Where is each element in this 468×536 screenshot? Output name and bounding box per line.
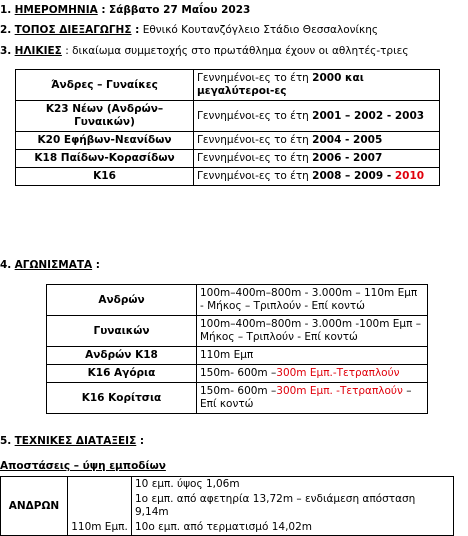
section-events bbox=[0, 259, 100, 272]
age-years: Γεννημένοι-ες το έτη 2001 – 2002 - 2003 bbox=[194, 101, 440, 132]
table-row bbox=[47, 285, 428, 316]
table-row bbox=[16, 132, 440, 150]
age-category: Άνδρες – Γυναίκες bbox=[16, 70, 194, 101]
section-label: ΤΕΧΝΙΚΕΣ ΔΙΑΤΑΞΕΙΣ bbox=[14, 435, 137, 447]
label-separator: : bbox=[97, 4, 106, 16]
label-separator: : bbox=[136, 435, 145, 447]
table-row bbox=[16, 150, 440, 168]
table-row bbox=[47, 365, 428, 383]
ages-value: δικαίωμα συμμετοχής στο πρωτάθλημα έχουν οι αθλητές-τριες bbox=[72, 45, 409, 57]
hurdles-line: 1ο εμπ. από αφετηρία 13,72m – ενδιάμεση απόσταση 9,14m bbox=[132, 492, 454, 520]
event-category: Ανδρών K18 bbox=[47, 347, 197, 365]
table-row bbox=[16, 168, 440, 186]
hurdles-category: ΑΝΔΡΩΝ bbox=[1, 477, 68, 536]
section-number: 5. bbox=[0, 435, 12, 447]
event-list: 100m–400m–800m - 3.000m – 110m Εμπ - Μήκος – Τριπλούν - Επί κοντώ bbox=[197, 285, 428, 316]
age-category: K18 Παίδων-Κορασίδων bbox=[16, 150, 194, 168]
events-table bbox=[46, 284, 428, 414]
section-ages bbox=[0, 45, 409, 58]
section-label: ΗΛΙΚΙΕΣ bbox=[14, 45, 62, 57]
age-years: Γεννημένοι-ες το έτη 2004 - 2005 bbox=[194, 132, 440, 150]
date-value: Σάββατο 27 Μαΐου 2023 bbox=[108, 4, 251, 16]
label-separator: : bbox=[131, 24, 140, 36]
age-years: Γεννημένοι-ες το έτη 2006 - 2007 bbox=[194, 150, 440, 168]
section-date bbox=[0, 4, 250, 17]
label-separator: : bbox=[92, 259, 100, 271]
table-row bbox=[16, 101, 440, 132]
event-category: Γυναικών bbox=[47, 316, 197, 347]
section-technical bbox=[0, 435, 144, 448]
hurdles-line: 10 εμπ. ύψος 1,06m bbox=[132, 477, 454, 493]
table-row bbox=[47, 347, 428, 365]
age-category: K16 bbox=[16, 168, 194, 186]
hurdles-line: 10ο εμπ. από τερματισμό 14,02m bbox=[132, 520, 454, 536]
table-row bbox=[47, 316, 428, 347]
age-years: Γεννημένοι-ες το έτη 2008 – 2009 - 2010 bbox=[194, 168, 440, 186]
section-venue bbox=[0, 24, 378, 37]
section-label: ΤΟΠΟΣ ΔΙΕΞΑΓΩΓΗΣ bbox=[14, 24, 132, 36]
section-number: 4. bbox=[0, 259, 12, 271]
event-list: 110m Εμπ bbox=[197, 347, 428, 365]
ages-table bbox=[15, 69, 440, 186]
table-row bbox=[16, 70, 440, 101]
section-label: ΑΓΩΝΙΣΜΑΤΑ bbox=[14, 259, 93, 271]
table-row bbox=[1, 477, 454, 493]
event-list: 150m- 600m –300m Εμπ.-Τετραπλούν bbox=[197, 365, 428, 383]
event-category: Ανδρών bbox=[47, 285, 197, 316]
event-list: 150m- 600m –300m Εμπ. -Τετραπλούν – Επί κοντώ bbox=[197, 383, 428, 414]
event-category: K16 Κορίτσια bbox=[47, 383, 197, 414]
event-category: K16 Αγόρια bbox=[47, 365, 197, 383]
section-number: 2. bbox=[0, 24, 12, 36]
hurdles-title: Αποστάσεις – ύψη εμποδίων bbox=[0, 460, 166, 472]
table-row bbox=[47, 383, 428, 414]
age-years: Γεννημένοι-ες το έτη 2000 και μεγαλύτεροι-ες bbox=[194, 70, 440, 101]
age-category: K23 Νέων (Ανδρών–Γυναικών) bbox=[16, 101, 194, 132]
age-category: K20 Εφήβων-Νεανίδων bbox=[16, 132, 194, 150]
section-label: ΗΜΕΡΟΜΗΝΙΑ bbox=[14, 4, 98, 16]
section-number: 1. bbox=[0, 4, 12, 16]
event-list: 100m–400m–800m - 3.000m -100m Εμπ – Μήκος – Τριπλούν - Επί κοντώ bbox=[197, 316, 428, 347]
venue-value: Εθνικό Κουτανζόγλειο Στάδιο Θεσσαλονίκης bbox=[142, 24, 379, 36]
hurdles-event: 110m Εμπ. bbox=[68, 477, 132, 536]
label-separator: : bbox=[61, 45, 69, 57]
section-number: 3. bbox=[0, 45, 12, 57]
hurdles-table bbox=[0, 476, 454, 536]
